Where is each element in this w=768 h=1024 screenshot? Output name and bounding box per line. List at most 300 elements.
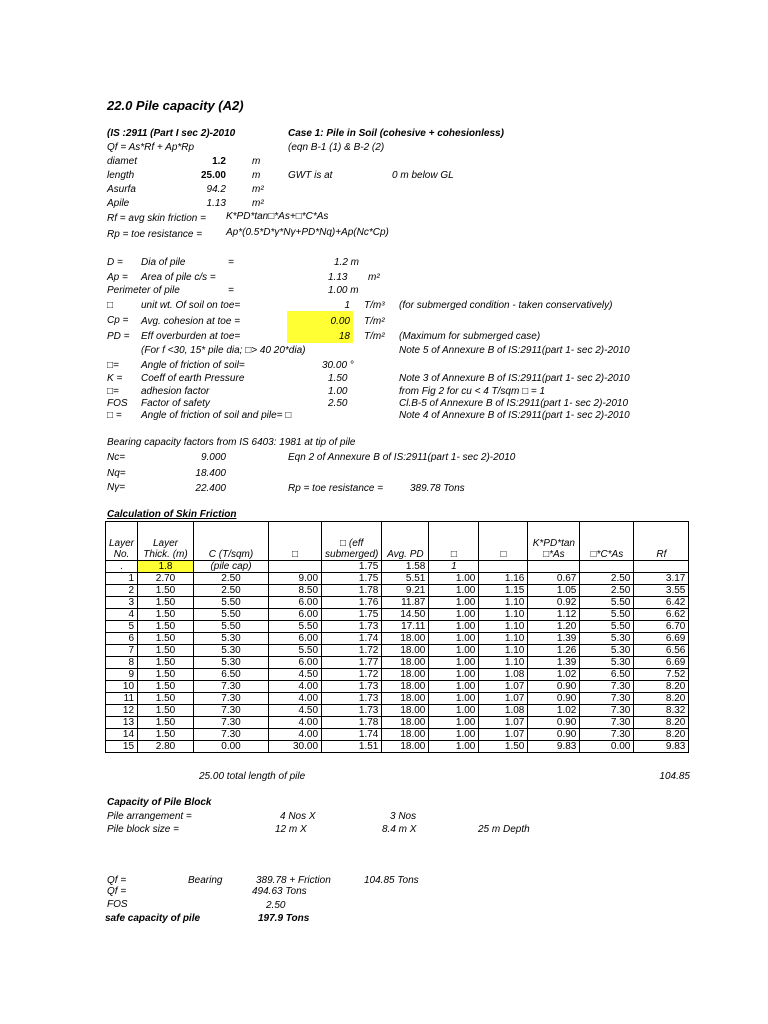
table-cell: 6.42 [634, 597, 689, 609]
block-size-a: 12 m X [275, 824, 307, 835]
table-cell: 0.90 [528, 717, 580, 729]
table-cell: 1.58 [382, 561, 429, 573]
table-cell: 3.17 [634, 573, 689, 585]
table-row [106, 705, 689, 717]
table-cell: 10 [106, 681, 138, 693]
length-label: length [107, 170, 135, 181]
table-cell: 4.50 [269, 705, 322, 717]
table-cell: 6.69 [634, 657, 689, 669]
table-cell: 6.56 [634, 645, 689, 657]
table-cell: 1.08 [479, 669, 528, 681]
param-value: 2.50 [328, 398, 348, 409]
table-cell: 18.00 [382, 717, 429, 729]
param-desc: Factor of safety [141, 398, 210, 409]
table-cell: 1.16 [479, 573, 528, 585]
table-cell: 1.8 [138, 561, 194, 573]
param-eq: = [228, 257, 234, 268]
qf1-label: Qf = [107, 875, 127, 886]
table-cell: 18.00 [382, 657, 429, 669]
table-cell: 1.00 [429, 657, 479, 669]
gwt-value: 0 m below GL [392, 170, 454, 181]
bearing-heading: Bearing capacity factors from IS 6403: 1981 at tip of pile [107, 437, 356, 448]
col-header: Avg. PD [382, 522, 429, 561]
table-row [106, 621, 689, 633]
table-cell: 7.30 [580, 693, 634, 705]
table-cell [528, 561, 580, 573]
gwt-label: GWT is at [288, 170, 333, 181]
table-cell: 4 [106, 609, 138, 621]
table-cell: 2.50 [580, 573, 634, 585]
qf-eqn-ref: (eqn B-1 (1) & B-2 (2) [288, 142, 385, 153]
param-desc: Avg. cohesion at toe = [141, 316, 241, 327]
table-cell: 0.90 [528, 729, 580, 741]
page-title: 22.0 Pile capacity (A2) [107, 98, 244, 113]
diam-label: diamet [107, 156, 138, 167]
table-cell: 1.75 [322, 561, 382, 573]
table-cell: 1.26 [528, 645, 580, 657]
table-cell: 11.87 [382, 597, 429, 609]
safe-capacity-value: 197.9 Tons [258, 913, 310, 924]
nc-label: Nc= [107, 452, 126, 463]
table-cell: 1.00 [429, 621, 479, 633]
table-cell: 1.02 [528, 669, 580, 681]
table-cell: 1.73 [322, 621, 382, 633]
table-cell: 1.12 [528, 609, 580, 621]
skin-friction-table [105, 521, 689, 753]
param-desc: unit wt. Of soil on toe= [141, 300, 241, 311]
rp-result-value: 389.78 Tons [410, 483, 465, 494]
param-desc: (For f <30, 15* pile dia; □> 40 20*dia) [141, 345, 306, 356]
total-length: 25.00 total length of pile [199, 771, 306, 782]
rp-definition: Rp = toe resistance = [107, 229, 203, 240]
table-cell [479, 561, 528, 573]
col-header: K*PD*tan □*As [528, 522, 580, 561]
table-cell: 5.50 [194, 621, 269, 633]
param-desc: Coeff of earth Pressure [141, 373, 245, 384]
fos-label: FOS [107, 899, 128, 910]
fos-value: 2.50 [266, 900, 286, 911]
table-cell: 1.50 [138, 729, 194, 741]
table-cell: 1 [106, 573, 138, 585]
table-cell: 7.30 [580, 705, 634, 717]
table-cell: 15 [106, 741, 138, 753]
table-cell: 1.72 [322, 669, 382, 681]
table-cell: 5.50 [194, 597, 269, 609]
code-reference: (IS :2911 (Part I sec 2)-2010 [107, 128, 236, 139]
table-cell: 1.00 [429, 717, 479, 729]
table-cell: 1.07 [479, 681, 528, 693]
col-header: Layer Thick. (m) [138, 522, 194, 561]
table-cell: 7.30 [194, 717, 269, 729]
table-cell: 1.50 [138, 717, 194, 729]
table-cell: 9.83 [634, 741, 689, 753]
diam-unit: m [252, 156, 261, 167]
table-cell: 1.74 [322, 633, 382, 645]
table-cell: 1.50 [138, 609, 194, 621]
param-unit: T/m³ [364, 300, 385, 311]
table-cell: 1.50 [138, 705, 194, 717]
param-unit: T/m² [364, 331, 385, 342]
param-value: 30.00 ° [322, 360, 354, 371]
table-cell [580, 561, 634, 573]
table-cell: 9 [106, 669, 138, 681]
table-cell: 1.75 [322, 609, 382, 621]
table-cell: 4.50 [269, 669, 322, 681]
table-cell: 5.30 [580, 633, 634, 645]
param-desc: Eff overburden at toe= [141, 331, 241, 342]
table-cell: 1.00 [429, 573, 479, 585]
table-cell: 1.08 [479, 705, 528, 717]
table-cell: 1.50 [479, 741, 528, 753]
param-sym: K = [107, 373, 123, 384]
table-cell: 7.30 [194, 729, 269, 741]
table-cell: 3 [106, 597, 138, 609]
param-sym: Cp = [107, 315, 129, 326]
apile-label: Apile [107, 198, 130, 209]
table-cell: 4.00 [269, 681, 322, 693]
param-sym: □ [107, 300, 114, 311]
table-cell: 4.00 [269, 717, 322, 729]
table-cell: 1.77 [322, 657, 382, 669]
table-cell: 1.15 [479, 585, 528, 597]
table-row [106, 669, 689, 681]
length-value: 25.00 [200, 170, 226, 181]
table-cell: 1.20 [528, 621, 580, 633]
table-cell: 1.10 [479, 633, 528, 645]
skin-friction-heading: Calculation of Skin Friction [107, 509, 237, 520]
table-cell: 1.10 [479, 657, 528, 669]
table-cell: 6.00 [269, 633, 322, 645]
param-value: 1.00 [328, 386, 348, 397]
total-rf: 104.85 [659, 771, 690, 782]
table-cell: 6 [106, 633, 138, 645]
table-cell: 8.20 [634, 693, 689, 705]
table-cell: 1.73 [322, 705, 382, 717]
param-sym: Perimeter of pile [107, 285, 180, 296]
col-header: □ (eff submerged) [322, 522, 382, 561]
table-cell: 1.78 [322, 585, 382, 597]
table-cell: 0.67 [528, 573, 580, 585]
table-row [106, 681, 689, 693]
param-value: 18 [338, 331, 350, 342]
param-sym: □= [107, 386, 119, 397]
table-cell: 5.50 [269, 621, 322, 633]
asurf-value: 94.2 [206, 184, 226, 195]
table-cell: 1.51 [322, 741, 382, 753]
table-cell: 1.00 [429, 681, 479, 693]
param-value: 1 [344, 300, 350, 311]
asurf-label: Asurfa [107, 184, 136, 195]
table-cell: 1.10 [479, 609, 528, 621]
param-note: Cl.B-5 of Annexure B of IS:2911(part 1- sec 2)-2010 [399, 398, 629, 409]
table-cell: 5.30 [194, 633, 269, 645]
table-cell: 1.50 [138, 645, 194, 657]
table-cell: 1.50 [138, 633, 194, 645]
table-cell: 5.50 [194, 609, 269, 621]
table-cell: 18.00 [382, 633, 429, 645]
table-cell: 2.80 [138, 741, 194, 753]
table-cell: 11 [106, 693, 138, 705]
pile-arrangement-a: 4 Nos X [280, 811, 316, 822]
param-eq: = [228, 285, 234, 296]
rp-result-label: Rp = toe resistance = [288, 483, 384, 494]
table-cell: 0.92 [528, 597, 580, 609]
table-cell: 18.00 [382, 681, 429, 693]
table-cell: 7.52 [634, 669, 689, 681]
qf1-value: 389.78 + Friction [256, 875, 331, 886]
table-cell: 6.50 [580, 669, 634, 681]
qf1-bearing: Bearing [188, 875, 223, 886]
table-header-row [106, 522, 689, 561]
table-cell: 14 [106, 729, 138, 741]
table-row [106, 645, 689, 657]
block-size-c: 25 m Depth [478, 824, 530, 835]
table-row [106, 573, 689, 585]
table-cell: 8.20 [634, 729, 689, 741]
table-cell: 7.30 [194, 681, 269, 693]
table-cell: 1 [429, 561, 479, 573]
param-desc: Area of pile c/s = [141, 272, 216, 283]
table-cell: 18.00 [382, 669, 429, 681]
table-cell: 9.83 [528, 741, 580, 753]
pile-arrangement-label: Pile arrangement = [107, 811, 192, 822]
table-cell: 6.70 [634, 621, 689, 633]
param-note: Note 5 of Annexure B of IS:2911(part 1- sec 2)-2010 [399, 345, 630, 356]
table-cell: 8.50 [269, 585, 322, 597]
table-cell: 1.39 [528, 633, 580, 645]
block-size-b: 8.4 m X [382, 824, 417, 835]
table-cell: 1.50 [138, 657, 194, 669]
table-cell: 0.00 [194, 741, 269, 753]
param-desc: Angle of friction of soil and pile= □ [141, 410, 292, 421]
table-cell: 0.90 [528, 681, 580, 693]
param-value: 1.13 [328, 272, 348, 283]
table-cell: 1.05 [528, 585, 580, 597]
table-cell: 7.30 [580, 729, 634, 741]
table-cell: 1.72 [322, 645, 382, 657]
table-cell: 1.00 [429, 669, 479, 681]
table-cell: 6.00 [269, 609, 322, 621]
table-cell: 1.50 [138, 693, 194, 705]
col-header: Rf [634, 522, 689, 561]
qf2-value: 494.63 Tons [252, 886, 307, 897]
table-cell: 1.00 [429, 729, 479, 741]
table-cell: 4.00 [269, 729, 322, 741]
param-sym: PD = [107, 331, 130, 342]
pile-arrangement-b: 3 Nos [390, 811, 417, 822]
table-cell: 1.07 [479, 729, 528, 741]
table-cell: 7.30 [194, 693, 269, 705]
table-cell: 17.11 [382, 621, 429, 633]
table-row [106, 657, 689, 669]
table-cell: 1.50 [138, 597, 194, 609]
col-header: □*C*As [580, 522, 634, 561]
col-header: C (T/sqm) [194, 522, 269, 561]
table-cell: 1.50 [138, 669, 194, 681]
table-cell: 13 [106, 717, 138, 729]
table-cell: 1.39 [528, 657, 580, 669]
table-cell: 8 [106, 657, 138, 669]
safe-capacity-label: safe capacity of pile [105, 913, 201, 924]
table-body [106, 573, 689, 753]
nq-value: 18.400 [195, 468, 226, 479]
rf-formula: K*PD*tan□*As+□*C*As [226, 211, 329, 222]
table-cell: 6.50 [194, 669, 269, 681]
param-value: 1.2 m [334, 257, 360, 268]
block-size-label: Pile block size = [107, 824, 179, 835]
table-cell: 2 [106, 585, 138, 597]
table-cell: 1.00 [429, 693, 479, 705]
table-cell: 7 [106, 645, 138, 657]
apile-value: 1.13 [206, 198, 226, 209]
param-value: 1.50 [328, 373, 348, 384]
ngamma-label: Nγ= [107, 482, 126, 493]
table-cell: (pile cap) [194, 561, 269, 573]
table-cell: 1.78 [322, 717, 382, 729]
param-value: 1.00 m [328, 285, 359, 296]
table-cell: 9.21 [382, 585, 429, 597]
table-cell: . [106, 561, 138, 573]
param-sym: FOS [107, 398, 128, 409]
table-cell: 8.20 [634, 681, 689, 693]
table-cell: 8.32 [634, 705, 689, 717]
table-cell: 5.30 [194, 645, 269, 657]
asurf-unit: m² [252, 184, 264, 195]
param-sym: D = [107, 257, 123, 268]
table-cell: 5.51 [382, 573, 429, 585]
ngamma-value: 22.400 [195, 483, 226, 494]
table-cell: 9.00 [269, 573, 322, 585]
table-cell: 2.50 [580, 585, 634, 597]
table-cell: 1.50 [138, 585, 194, 597]
table-cell: 1.07 [479, 717, 528, 729]
table-cell: 5.50 [269, 645, 322, 657]
nc-note: Eqn 2 of Annexure B of IS:2911(part 1- sec 2)-2010 [288, 452, 516, 463]
table-cell: 18.00 [382, 645, 429, 657]
table-cell: 14.50 [382, 609, 429, 621]
param-desc: Dia of pile [141, 257, 186, 268]
rf-definition: Rf = avg skin friction = [107, 213, 206, 224]
table-cell [269, 561, 322, 573]
col-header: Layer No. [106, 522, 138, 561]
table-cell: 1.73 [322, 693, 382, 705]
col-header: □ [429, 522, 479, 561]
param-value: 0.00 [330, 316, 350, 327]
param-sym: □ = [107, 410, 122, 421]
param-note: from Fig 2 for cu < 4 T/sqm □ = 1 [399, 386, 546, 397]
table-cell: 2.50 [194, 585, 269, 597]
table-cell [634, 561, 689, 573]
table-cell: 18.00 [382, 693, 429, 705]
table-cell: 1.50 [138, 621, 194, 633]
table-cell: 18.00 [382, 741, 429, 753]
length-unit: m [252, 170, 261, 181]
table-cell: 1.73 [322, 681, 382, 693]
table-cell: 0.00 [580, 741, 634, 753]
param-note: Note 3 of Annexure B of IS:2911(part 1- sec 2)-2010 [399, 373, 630, 384]
table-cell: 1.07 [479, 693, 528, 705]
param-unit: m² [368, 272, 380, 283]
table-cell: 1.76 [322, 597, 382, 609]
table-cell: 1.00 [429, 741, 479, 753]
nq-label: Nq= [107, 468, 126, 479]
table-cell: 5.30 [580, 645, 634, 657]
col-header: □ [269, 522, 322, 561]
table-cell: 18.00 [382, 705, 429, 717]
table-row [106, 585, 689, 597]
table-cell: 1.10 [479, 597, 528, 609]
table-row [106, 597, 689, 609]
col-header: □ [479, 522, 528, 561]
case-title: Case 1: Pile in Soil (cohesive + cohesionless) [288, 128, 504, 139]
table-cell: 7.30 [580, 717, 634, 729]
table-cell: 1.00 [429, 705, 479, 717]
qf-formula: Qf = As*Rf + Ap*Rp [107, 142, 195, 153]
table-cell: 6.69 [634, 633, 689, 645]
table-cell: 1.10 [479, 645, 528, 657]
param-unit: T/m² [364, 316, 385, 327]
param-note: Note 4 of Annexure B of IS:2911(part 1- sec 2)-2010 [399, 410, 630, 421]
table-row [106, 693, 689, 705]
table-cell: 6.00 [269, 597, 322, 609]
table-cell: 7.30 [194, 705, 269, 717]
table-cell: 6.62 [634, 609, 689, 621]
table-cell: 4.00 [269, 693, 322, 705]
table-cell: 1.74 [322, 729, 382, 741]
diam-value: 1.2 [212, 156, 226, 167]
table-row [106, 561, 689, 573]
table-cell: 6.00 [269, 657, 322, 669]
table-cell: 2.70 [138, 573, 194, 585]
param-desc: adhesion factor [141, 386, 210, 397]
table-cell: 1.10 [479, 621, 528, 633]
table-row [106, 717, 689, 729]
nc-value: 9.000 [200, 452, 226, 463]
param-note: (Maximum for submerged case) [399, 331, 541, 342]
table-row [106, 609, 689, 621]
rp-formula: Ap*(0.5*D*γ*Nγ+PD*Nq)+Ap(Nc*Cp) [226, 227, 389, 238]
table-cell: 8.20 [634, 717, 689, 729]
qf2-label: Qf = [107, 886, 127, 897]
table-cell: 2.50 [194, 573, 269, 585]
table-cell: 18.00 [382, 729, 429, 741]
param-note: (for submerged condition - taken conservatively) [399, 300, 613, 311]
table-cell: 1.00 [429, 609, 479, 621]
table-row [106, 633, 689, 645]
table-cell: 1.00 [429, 633, 479, 645]
table-cell: 5 [106, 621, 138, 633]
table-cell: 1.50 [138, 681, 194, 693]
table-cell: 1.02 [528, 705, 580, 717]
block-heading: Capacity of Pile Block [107, 797, 212, 808]
qf1-friction: 104.85 Tons [364, 875, 419, 886]
table-cell: 1.75 [322, 573, 382, 585]
table-cell: 3.55 [634, 585, 689, 597]
table-cell: 5.50 [580, 621, 634, 633]
table-cell: 5.50 [580, 597, 634, 609]
table-cell: 1.00 [429, 585, 479, 597]
param-sym: □= [107, 360, 119, 371]
table-cell: 1.00 [429, 597, 479, 609]
table-row [106, 729, 689, 741]
param-desc: Angle of friction of soil= [141, 360, 245, 371]
table-cell: 7.30 [580, 681, 634, 693]
table-cell: 12 [106, 705, 138, 717]
table-cell: 0.90 [528, 693, 580, 705]
table-cell: 5.30 [580, 657, 634, 669]
table-cell: 30.00 [269, 741, 322, 753]
table-cell: 5.30 [194, 657, 269, 669]
